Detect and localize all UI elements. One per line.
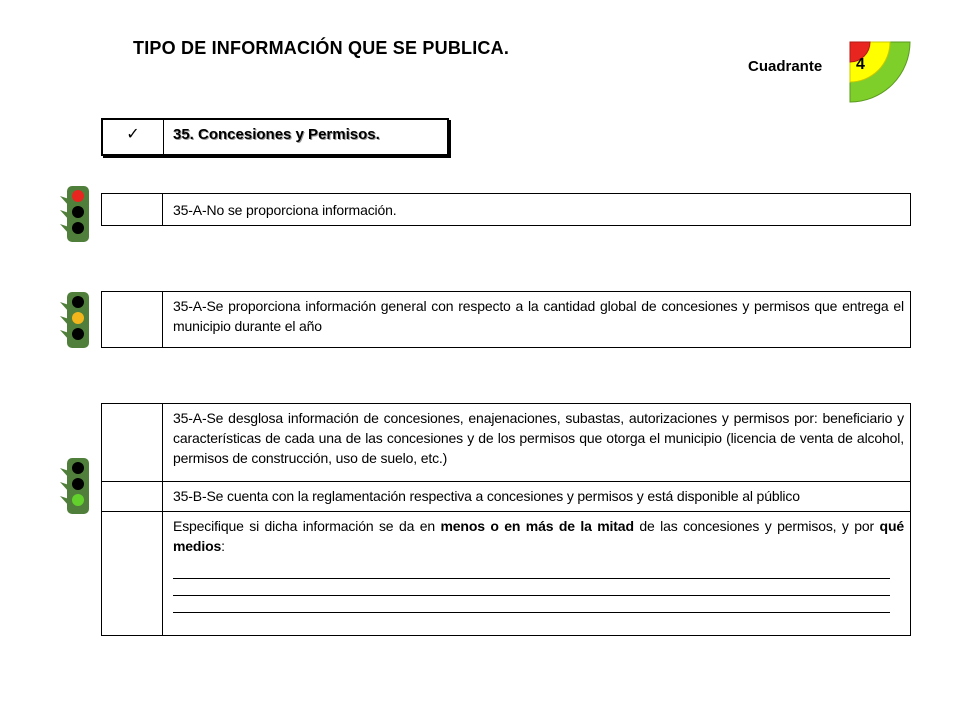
specify-colon: :	[221, 538, 225, 554]
block-3-table	[101, 403, 911, 636]
page-title: TIPO DE INFORMACIÓN QUE SE PUBLICA.	[133, 38, 510, 58]
block-1-table	[101, 193, 911, 226]
checkbox-cell[interactable]	[102, 482, 163, 512]
checkbox-cell[interactable]	[102, 404, 163, 482]
specify-cell	[163, 512, 911, 636]
specify-text-2: de las concesiones y permisos, y por	[633, 518, 880, 534]
specify-bold-half: menos o en más de la mitad	[440, 518, 634, 534]
checkbox-cell[interactable]	[102, 194, 163, 226]
specify-bold-means: qué medios	[173, 518, 904, 554]
quadrant-number: 4	[856, 56, 865, 73]
option-text: 35-B-Se cuenta con la reglamentación respectiva a concesiones y permisos y está disponible al público	[163, 482, 911, 512]
traffic-light-red-icon	[60, 186, 92, 242]
traffic-light-green-icon	[60, 458, 92, 514]
specify-text: Especifique si dicha información se da en	[173, 518, 441, 534]
option-text: 35-A-No se proporciona información.	[163, 194, 911, 226]
traffic-light-yellow-icon	[60, 292, 92, 348]
quadrant-label: Cuadrante	[748, 58, 823, 75]
answer-line[interactable]	[173, 562, 890, 579]
checkbox-cell[interactable]	[102, 512, 163, 636]
item-heading-box	[101, 118, 449, 156]
block-2-table	[101, 291, 911, 348]
checkbox-cell[interactable]	[102, 292, 163, 348]
option-text: 35-A-Se proporciona información general con respecto a la cantidad global de concesiones y permisos que entrega el municipio durante el año	[163, 292, 911, 348]
answer-line[interactable]	[173, 596, 890, 613]
answer-line[interactable]	[173, 579, 890, 596]
item-heading: 35. Concesiones y Permisos.	[173, 126, 380, 143]
check-icon: ✓	[103, 120, 164, 154]
option-text: 35-A-Se desglosa información de concesiones, enajenaciones, subastas, autorizaciones y permisos por: beneficiario y características de cada una de las concesiones y de los permisos que otorga el municipio (licencia de venta de alcohol, permisos de construcción, uso de suelo, etc.)	[163, 404, 911, 482]
